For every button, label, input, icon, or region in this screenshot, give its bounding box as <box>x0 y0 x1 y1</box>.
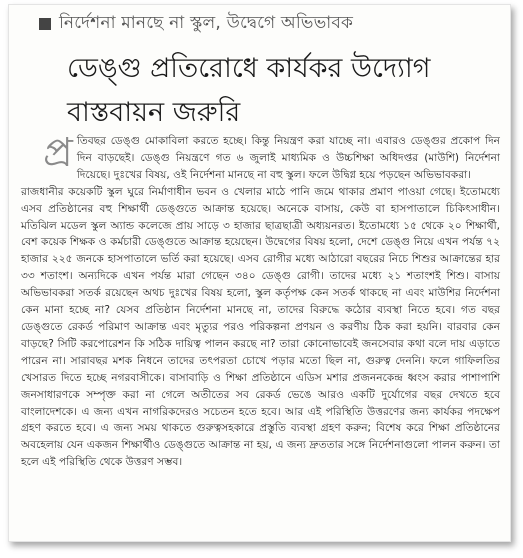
kicker-text: নির্দেশনা মানছে না স্কুল, উদ্বেগে অভিভাবক <box>59 13 354 33</box>
main-paragraph: রাজধানীর কয়েকটি স্কুল ঘুরে নির্মাণাধীন ভবন ও খেলার মাঠে পানি জমে থাকার প্রমাণ পাওয়া গেছে। ইতোমধ্যে এসব প্রতিষ্ঠানের বহু শিক্ষার্থী ডেঙ্গুতে আক্রান্ত হয়েছে। অনেকে বাসায়, কেউ বা হাসপাতালে চিকিৎসাধীন। মতিঝিল মডেল স্কুল অ্যান্ড কলেজে প্রায় সাড়ে ৩ হাজার ছাত্রছাত্রী অধ্যয়নরত। ইতোমধ্যে ১৫ থেকে ২০ শিক্ষার্থী, বেশ কয়েক শিক্ষক ও কর্মচারী ডেঙ্গুতে আক্রান্ত হয়েছেন। উদ্বেগের বিষয় হলো, দেশে ডেঙ্গু নিয়ে এখন পর্যন্ত ৭২ হাজার ২২৫ জনকে হাসপাতালে ভর্তি করা হয়েছে। এসব রোগীর মধ্যে আঠারো বছরের নিচে শিশুর আক্রান্তের হার ৩৩ শতাংশ। অন্যদিকে এখন পর্যন্ত মারা গেছেন ৩৪০ ডেঙ্গু রোগী। তাদের মধ্যে ২১ শতাংশই শিশু। বাসায় অভিভাবকরা সতর্ক রয়েছেন অথচ দুঃখের বিষয় হলো, স্কুল কর্তৃপক্ষ কেন সতর্ক থাকছে না এবং মাউশির নির্দেশনা কেন মানা হচ্ছে না? যেসব প্রতিষ্ঠান নির্দেশনা মানছে না, তাদের বিরুদ্ধে কঠোর ব্যবস্থা নিতে হবে। গত বছর ডেঙ্গুতে রেকর্ড পরিমাণ আক্রান্ত এবং মৃত্যুর পরও পরিকল্পনা প্রণয়ন ও করণীয় ঠিক করা হয়নি। বারবার কেন বাড়ছে? সিটি করপোরেশন কি সঠিক দায়িত্ব পালন করছে না? তারা কোনোভাবেই জনসেবার কথা বলে দায় এড়াতে পারেন না। সারাবছর মশক নিধনে তাদের তৎপরতা চোখে পড়ার মতো ছিল না, গুরুত্ব দেননি। ফলে গাফিলতির খেসারত দিতে হচ্ছে নগরবাসীকে। বাসাবাড়ি ও শিক্ষা প্রতিষ্ঠানে এডিস মশার প্রজননকেন্দ্র ধ্বংস করার পাশাপাশি জনসাধারণকে সম্পৃক্ত করা না গেলে অতীতের সব রেকর্ড ভেঙে আরও একটি দুর্যোগের বছর দেখতে হবে বাংলাদেশকে। এ জন্য এখন নাগরিকদেরও সচেতন হতে হবে। আর এই পরিস্থিতি উত্তরণের জন্য কার্যকর পদক্ষেপ গ্রহণ করতে হবে। এ জন্য সময় থাকতে গুরুত্বসহকারে প্রস্তুতি ব্যবস্থা গ্রহণ করুন; বিশেষ করে শিক্ষা প্রতিষ্ঠানের অবহেলায় যেন একজন শিক্ষার্থীও ডেঙ্গুতে আক্রান্ত না হয়, এ জন্য দ্রুততার সঙ্গে নির্দেশনাগুলো পালন করুন। তা হলে এই পরিস্থিতি থেকে উত্তরণ সম্ভব। <box>21 185 500 469</box>
headline-line-1: ডেঙ্গু প্রতিরোধে কার্যকর উদ্যোগ <box>67 53 431 84</box>
article-body <box>21 130 500 471</box>
news-clipping <box>8 4 511 542</box>
headline-line-2: বাস্তবায়ন জরুরি <box>67 97 241 128</box>
lead-paragraph: তিবছর ডেঙ্গু মোকাবিলা করতে হচ্ছে। কিন্তু নিয়ন্ত্রণ করা যাচ্ছে না। এবারও ডেঙ্গুর প্রকোপ দিন দিন বাড়ছেই। ডেঙ্গু নিয়ন্ত্রণে গত ৬ জুলাই মাধ্যমিক ও উচ্চশিক্ষা অধিদপ্তর (মাউশি) নির্দেশনা দিয়েছে। দুঃখের বিষয়, ওই নির্দেশনা মানছে না বহু স্কুল। ফলে উদ্বিগ্ন হয়ে পড়ছেন অভিভাবকরা। <box>76 135 500 181</box>
headline <box>9 37 510 135</box>
drop-cap: প্র <box>43 130 73 176</box>
kicker <box>9 5 510 37</box>
square-bullet-icon <box>39 18 51 30</box>
